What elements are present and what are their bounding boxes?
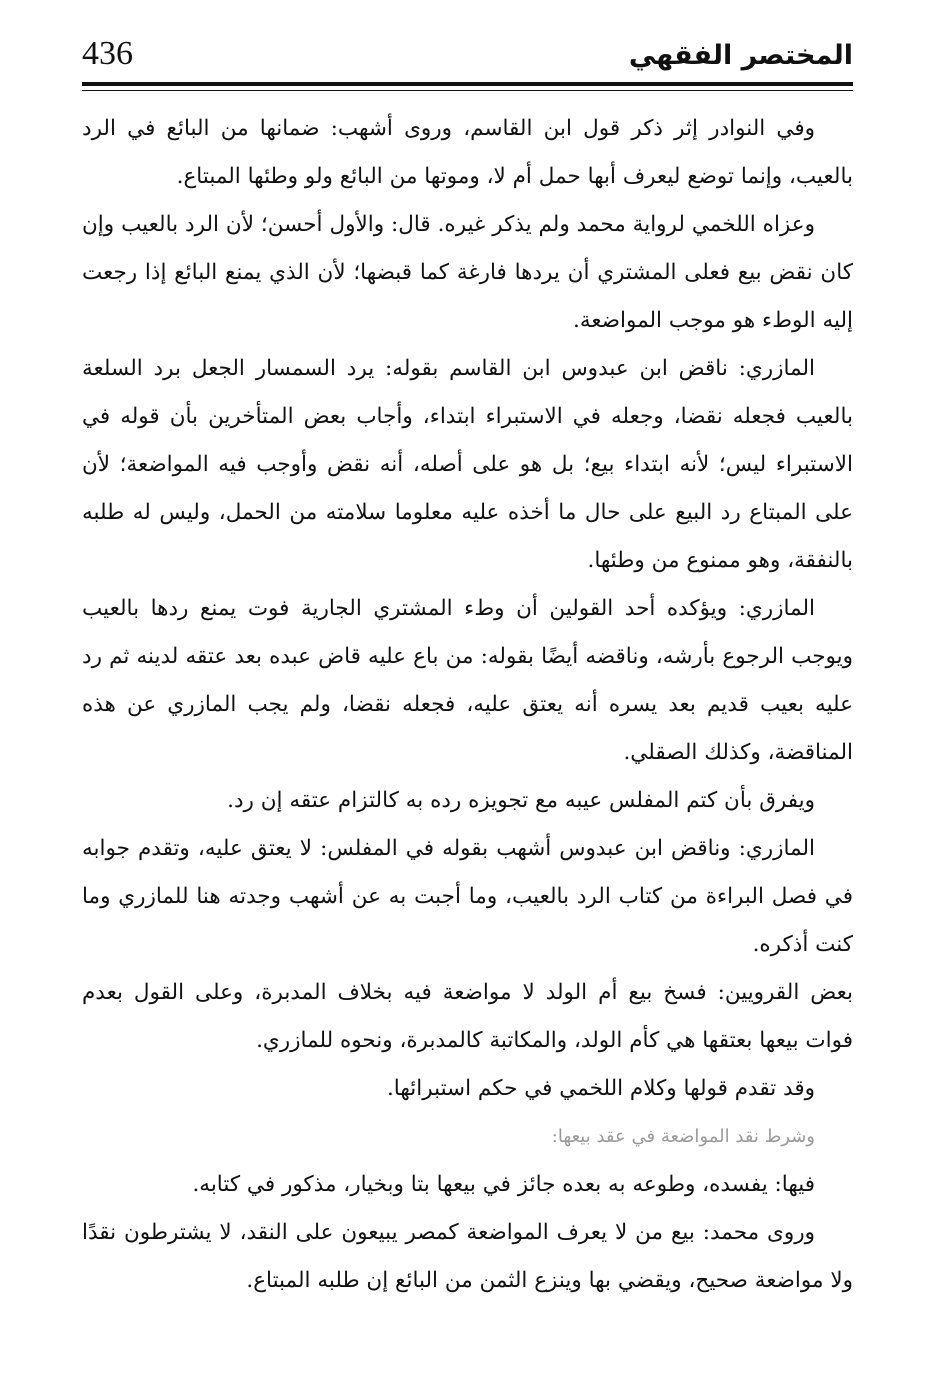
header-rule-thick xyxy=(82,82,853,86)
page-body xyxy=(82,105,853,1305)
book-title: المختصر الفقهي xyxy=(628,40,853,71)
section-heading: وشرط نقد المواضعة في عقد بيعها: xyxy=(551,1126,815,1147)
page-header xyxy=(82,34,853,84)
paragraph: ويفرق بأن كتم المفلس عيبه مع تجويزه رده به كالتزام عتقه إن رد. xyxy=(227,788,815,813)
paragraph: فيها: يفسده، وطوعه به بعده جائز في بيعها بتا وبخيار، مذكور في كتابه. xyxy=(192,1172,815,1197)
paragraph: بعض القرويين: فسخ بيع أم الولد لا مواضعة فيه بخلاف المدبرة، وعلى القول بعدم فوات بيعها بعتقها هي كأم الولد، والمكاتبة كالمدبرة، ونحوه للمازري. xyxy=(82,980,853,1053)
paragraph: المازري: ناقض ابن عبدوس ابن القاسم بقوله: يرد السمسار الجعل برد السلعة بالعيب فجعله نقضا، وجعله في الاستبراء ابتداء، وأجاب بعض المتأخرين بأن قوله في الاستبراء ليس؛ لأنه ابتداء بيع؛ بل هو على أصله، أنه نقض وأوجب فيه المواضعة؛ لأن على المبتاع رد البيع على حال ما أخذه عليه معلوما سلامته من الحمل، وليس له طلبه بالنفقة، وهو ممنوع من وطئها. xyxy=(82,356,853,573)
paragraph: وروى محمد: بيع من لا يعرف المواضعة كمصر يبيعون على النقد، لا يشترطون نقدًا ولا مواضعة صحيح، ويقضي بها وينزع الثمن من البائع إن طلبه المبتاع. xyxy=(82,1220,853,1293)
paragraph: المازري: وناقض ابن عبدوس أشهب بقوله في المفلس: لا يعتق عليه، وتقدم جوابه في فصل البراءة من كتاب الرد بالعيب، وما أجبت به عن أشهب وجدته هنا للمازري وما كنت أذكره. xyxy=(82,836,853,957)
paragraph: وفي النوادر إثر ذكر قول ابن القاسم، وروى أشهب: ضمانها من البائع في الرد بالعيب، وإنما توضع ليعرف أبها حمل أم لا، وموتها من البائع ولو وطئها المبتاع. xyxy=(82,116,853,189)
paragraph: وعزاه اللخمي لرواية محمد ولم يذكر غيره. قال: والأول أحسن؛ لأن الرد بالعيب وإن كان نقض بيع فعلى المشتري أن يردها فارغة كما قبضها؛ لأن الذي يمنع البائع إذا رجعت إليه الوطء هو موجب المواضعة. xyxy=(82,212,853,333)
paragraph: المازري: ويؤكده أحد القولين أن وطء المشتري الجارية فوت يمنع ردها بالعيب ويوجب الرجوع بأرشه، وناقضه أيضًا بقوله: من باع عليه قاض عبده بعد عتقه لدينه ثم رد عليه بعيب قديم بعد يسره أنه يعتق عليه، فجعله نقضا، ولم يجب المازري عن هذه المناقضة، وكذلك الصقلي. xyxy=(82,596,853,765)
page-number: 436 xyxy=(82,35,133,72)
header-rule-thin xyxy=(82,90,853,91)
paragraph: وقد تقدم قولها وكلام اللخمي في حكم استبرائها. xyxy=(386,1076,815,1101)
